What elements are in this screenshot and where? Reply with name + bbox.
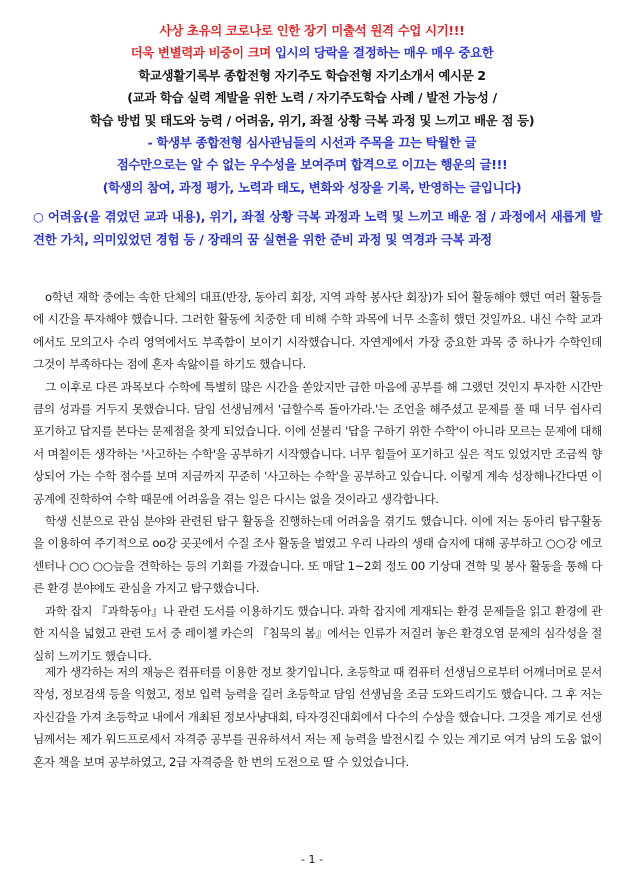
essay-body	[33, 286, 602, 667]
document-header	[20, 20, 604, 199]
essay-paragraph: 그 이후로 다른 과목보다 수학에 특별히 많은 시간을 쏟았지만 급한 마음에 공부를 해 그랬던 것인지 투자한 시간만큼의 성과를 거두지 못했습니다. 담임 선생님께서 '급할수록 돌아가라.'는 조언을 해주셨고 문제를 풀 때 너무 쉽사리 포기하고 답지를 본다는 문제점을 찾게 되었습니다. 이에 섣불리 '답을 구하기 위한 수학'이 아니라 모르는 문제에 대해서 며칠이든 생각하는 '사고하는 수학'을 공부하기 시작했습니다. 너무 힘들어 포기하고 싶은 적도 있었지만 조금씩 향상되어 가는 수학 점수를 보며 지금까지 꾸준히 '사고하는 수학'을 공부하고 있습니다. 이렇게 계속 성장해나간다면 이공계에 진학하여 수학 때문에 어려움을 겪는 일은 다시는 없을 것이라고 생각합니다.	[33, 379, 602, 506]
tagline-line-3: (학생의 참여, 과정 평가, 노력과 태도, 변화와 성장을 기록, 반영하는 글입니다)	[102, 179, 522, 195]
essay-body-2	[33, 661, 602, 773]
page-number: - 1 -	[301, 853, 323, 866]
headline-line-2-red: 더욱 변별력과 비중이 크며	[130, 45, 271, 61]
section-intro: ○ 어려움(을 겪었던 교과 내용), 위기, 좌절 상황 극복 과정과 노력 및 느끼고 배운 점 / 과정에서 새롭게 발견한 가치, 의미있었던 경험 등 / 장래의 꿈 실현을 위한 준비 과정 및 역경과 극복 과정	[33, 209, 602, 247]
essay-paragraph: 과학 잡지 『과학동아』나 관련 도서를 이용하기도 했습니다. 과학 잡지에 게재되는 환경 문제들을 읽고 환경에 관한 지식을 넓혔고 관련 도서 중 레이첼 카슨의 『침묵의 봄』에서는 인류가 저질러 놓은 환경오염 문제의 심각성을 절실히 느끼기도 했습니다.	[33, 603, 602, 663]
essay-paragraph: 제가 생각하는 저의 재능은 컴퓨터를 이용한 정보 찾기입니다. 초등학교 때 컴퓨터 선생님으로부터 어깨너머로 문서작성, 정보검색 등을 익혔고, 정보 입력 능력을 길러 초등학교 담임 선생님을 조금 도와드리기도 했습니다. 그 후 저는 자신감을 가져 초등학교 내에서 개최된 정보사냥대회, 타자경진대회에서 다수의 수상을 했습니다. 그것을 계기로 선생님께서는 제가 워드프로세서 자격증 공부를 권유하셔서 저는 제 능력을 발전시킬 수 있는 계기로 여겨 남의 도움 없이 혼자 책을 보며 공부하였고, 2급 자격증을 한 번의 도전으로 딸 수 있었습니다.	[33, 665, 602, 769]
essay-paragraph: o학년 재학 중에는 속한 단체의 대표(반장, 동아리 회장, 지역 과학 봉사단 회장)가 되어 활동해야 했던 여러 활동들에 시간을 투자해야 했습니다. 그러한 활동에 치중한 데 비해 수학 과목에 너무 소홀히 했던 것일까요. 내신 수학 교과에서도 모의고사 수리 영역에서도 부족함이 보이기 시작했습니다. 자연계에서 가장 중요한 과목 중 하나가 수학인데 그것이 부족하다는 점에 혼자 속앓이를 하기도 했습니다.	[33, 290, 602, 372]
document-title: 학교생활기록부 종합전형 자기주도 학습전형 자기소개서 예시문 2	[138, 67, 486, 83]
topic-list-line-1: (교과 학습 실력 계발을 위한 노력 / 자기주도학습 사례 / 발전 가능성 /	[127, 90, 497, 106]
tagline-line-1: - 학생부 종합전형 심사관님들의 시선과 주목을 끄는 탁월한 글	[147, 135, 477, 151]
topic-list-line-2: 학습 방법 및 태도와 능력 / 어려움, 위기, 좌절 상황 극복 과정 및 느끼고 배운 점 등)	[89, 112, 535, 128]
tagline-line-2: 점수만으로는 알 수 없는 우수성을 보여주며 합격으로 이끄는 행운의 글!!!	[116, 157, 508, 173]
headline-line-2-blue: 입시의 당락을 결정하는 매우 매우 중요한	[274, 45, 494, 61]
essay-paragraph: 학생 신분으로 관심 분야와 관련된 탐구 활동을 진행하는데 어려움을 겪기도 했습니다. 이에 저는 동아리 탐구활동을 이용하여 주기적으로 oo강 곳곳에서 수질 조사 활동을 벌였고 우리 나라의 생태 습지에 대해 공부하고 ○○강 에코센터나 ○○ ○○늪을 견학하는 등의 기회를 가졌습니다. 또 매달 1~2회 정도 00 기상대 견학 및 봉사 활동을 통해 다른 환경 분야에도 관심을 가지고 탐구했습니다.	[33, 514, 602, 596]
headline-line-2	[20, 42, 604, 64]
headline-line-1: 사상 초유의 코로나로 인한 장기 미출석 원격 수업 시기!!!	[159, 23, 465, 38]
